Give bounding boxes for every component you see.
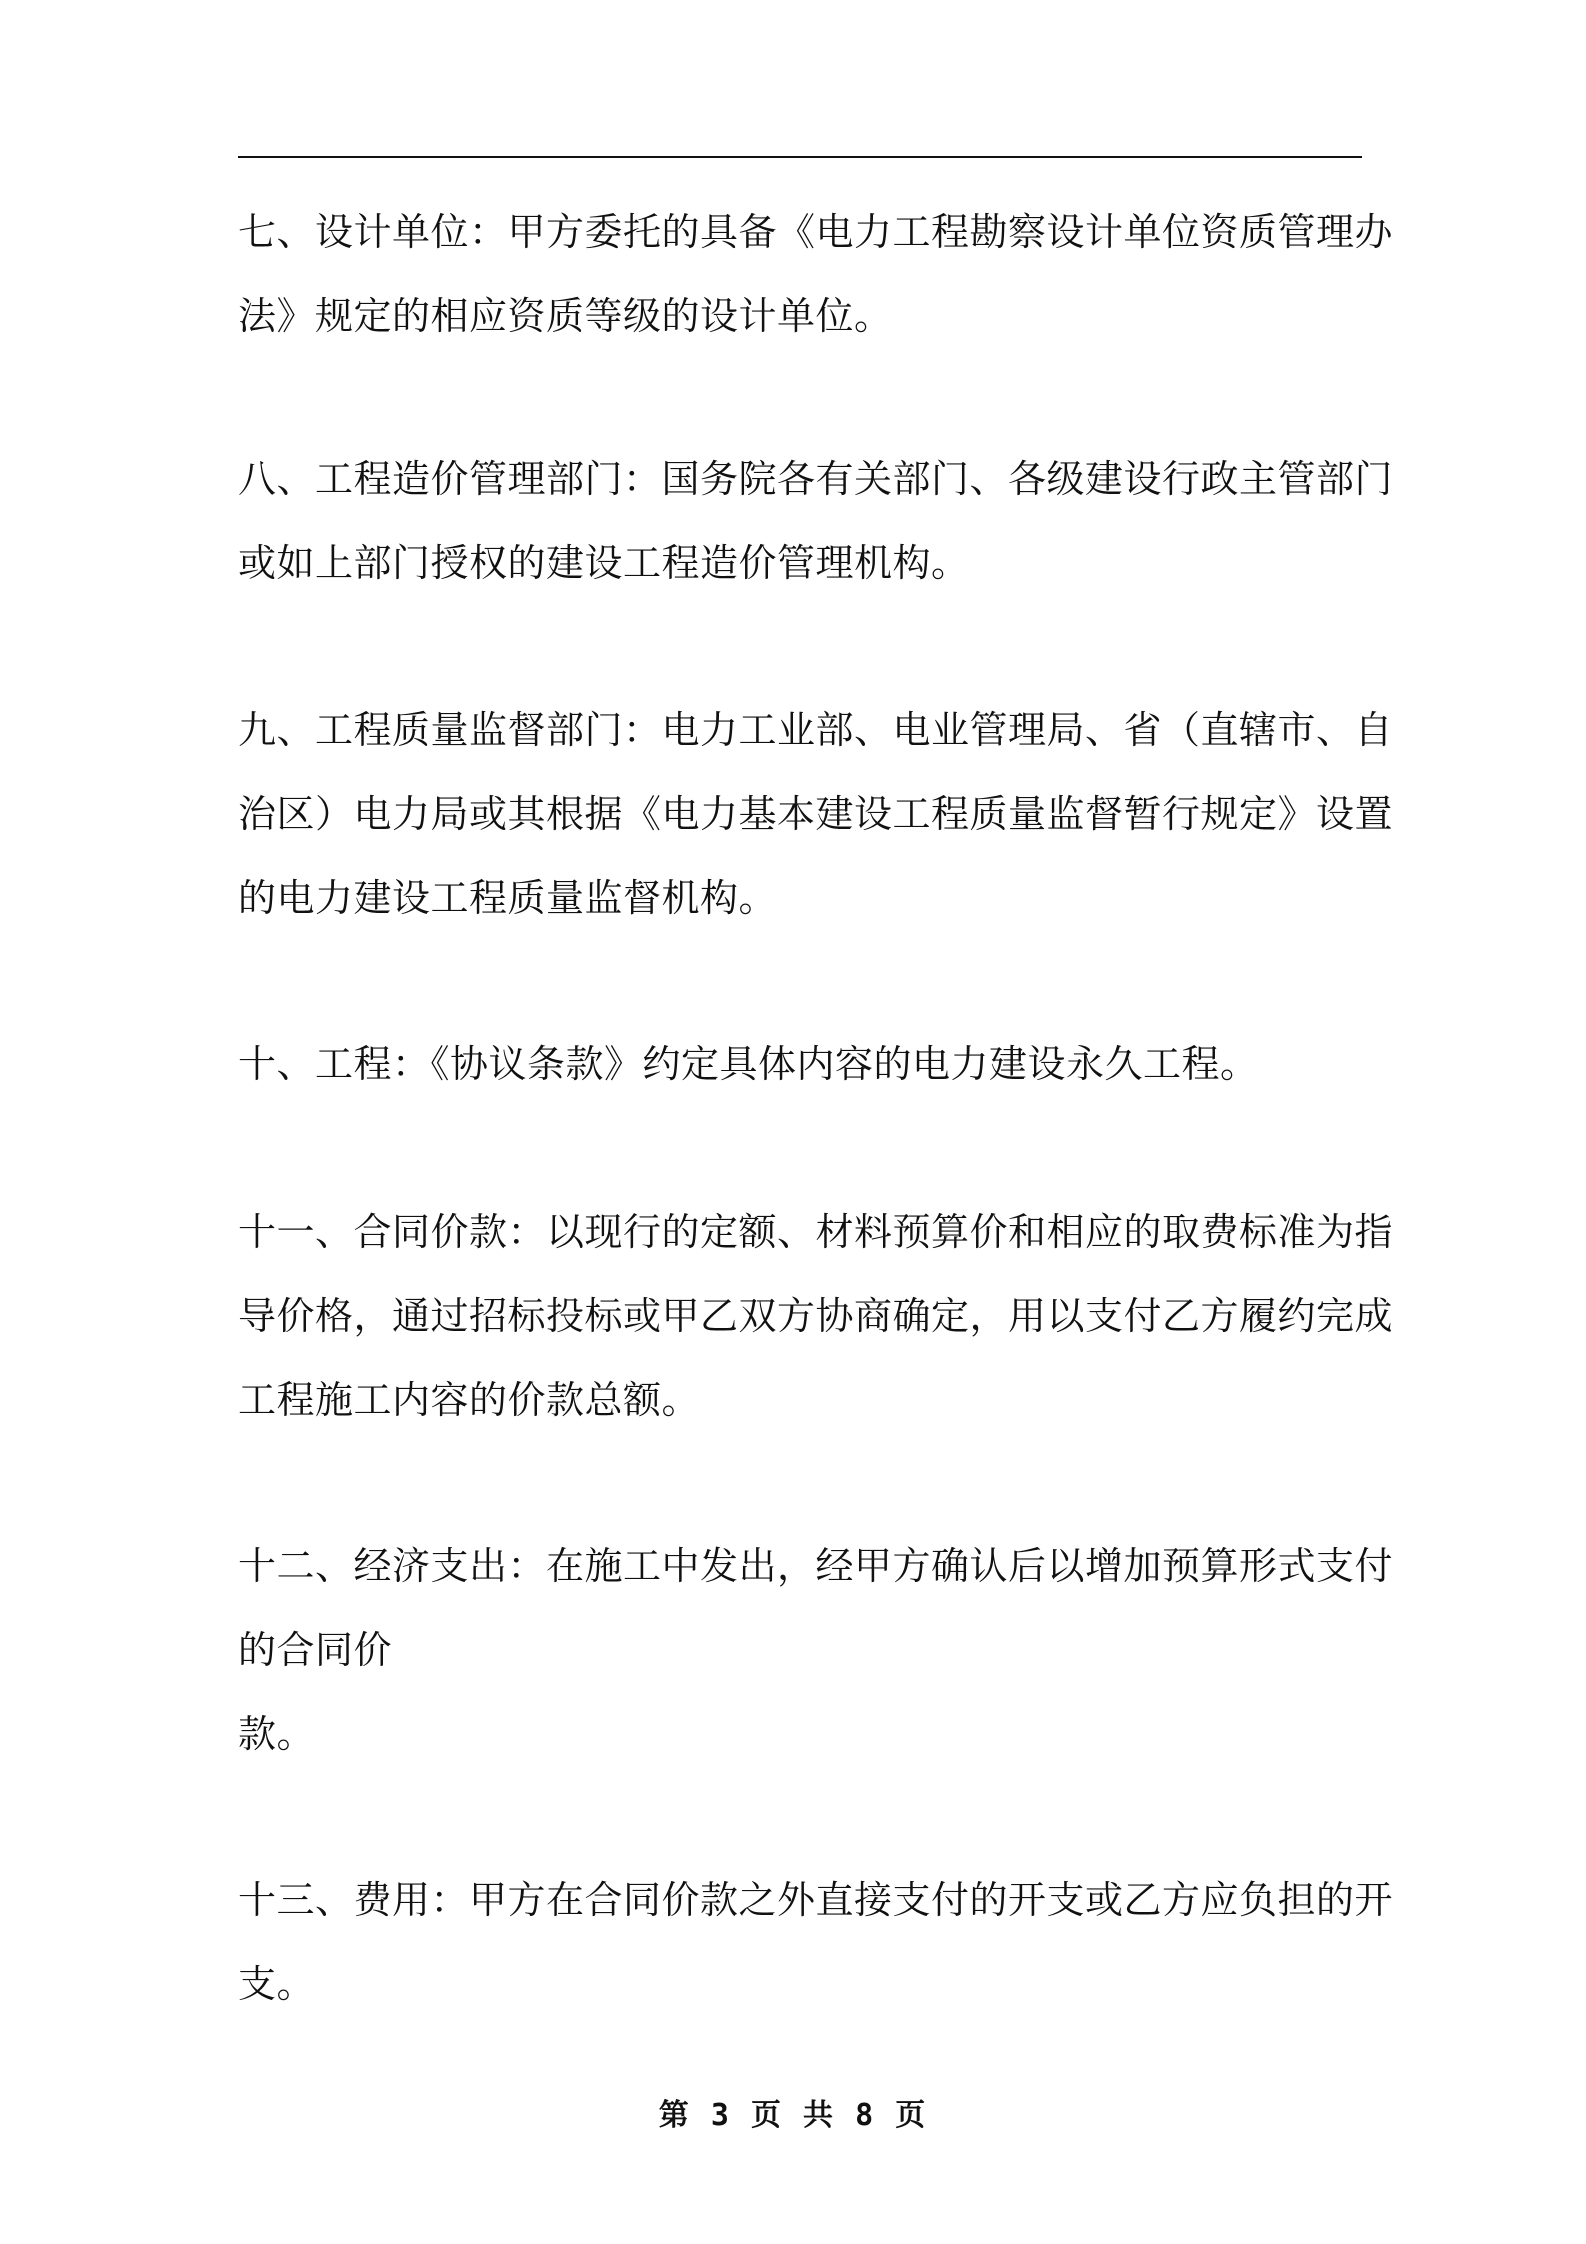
- text-line: 治区）电力局或其根据《电力基本建设工程质量监督暂行规定》设置: [238, 792, 1394, 836]
- text-line: 九、工程质量监督部门：电力工业部、电业管理局、省（直辖市、自: [238, 708, 1394, 752]
- text-line: 十二、经济支出：在施工中发出，经甲方确认后以增加预算形式支付: [238, 1544, 1394, 1588]
- header-rule: [238, 156, 1362, 158]
- text-line: 十一、合同价款：以现行的定额、材料预算价和相应的取费标准为指: [238, 1210, 1394, 1254]
- text-line: 款。: [238, 1712, 316, 1756]
- text-line: 十三、费用：甲方在合同价款之外直接支付的开支或乙方应负担的开: [238, 1878, 1394, 1922]
- page-number: 第 3 页 共 8 页: [658, 2098, 928, 2133]
- text-line: 七、设计单位：甲方委托的具备《电力工程勘察设计单位资质管理办: [238, 210, 1394, 254]
- clause-7: [238, 190, 1394, 358]
- text-line: 导价格，通过招标投标或甲乙双方协商确定，用以支付乙方履约完成: [238, 1294, 1394, 1338]
- clause-9: [238, 688, 1394, 940]
- text-line: 的电力建设工程质量监督机构。: [238, 876, 778, 920]
- text-line: 法》规定的相应资质等级的设计单位。: [238, 294, 893, 338]
- clause-8: [238, 437, 1394, 605]
- text-line: 十、工程：《协议条款》约定具体内容的电力建设永久工程。: [238, 1042, 1259, 1086]
- text-line: 或如上部门授权的建设工程造价管理机构。: [238, 541, 970, 585]
- clause-11: [238, 1190, 1394, 1442]
- clause-10: [238, 1022, 1362, 1106]
- text-line: 支。: [238, 1962, 316, 2006]
- text-line: 八、工程造价管理部门：国务院各有关部门、各级建设行政主管部门: [238, 457, 1394, 501]
- clause-13: [238, 1858, 1394, 2026]
- text-line: 工程施工内容的价款总额。: [238, 1378, 701, 1422]
- clause-12: [238, 1524, 1394, 1776]
- text-line: 的合同价: [238, 1628, 393, 1672]
